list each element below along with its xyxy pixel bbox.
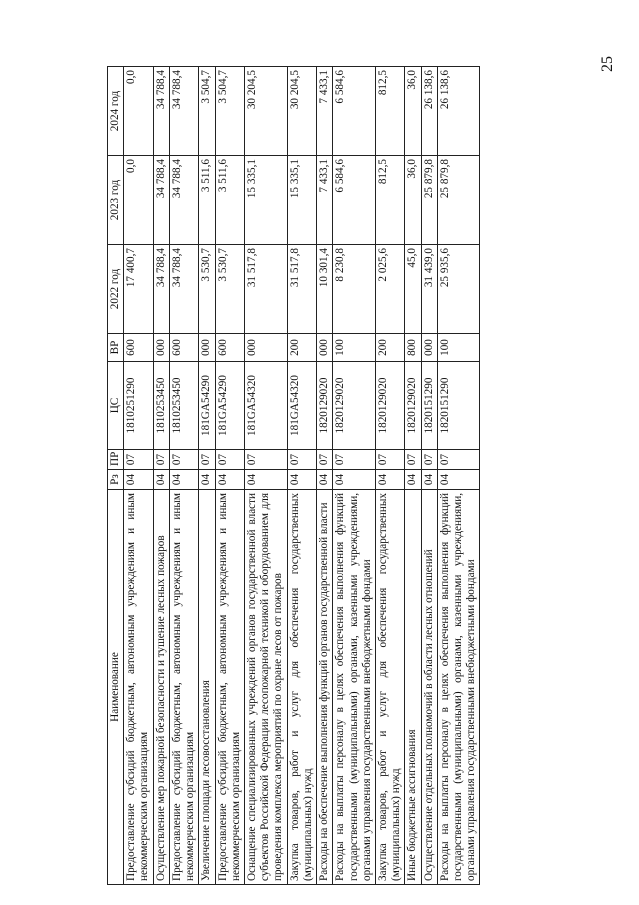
row-2022: 31 517,8 — [244, 245, 287, 334]
row-2023: 34 788,4 — [169, 156, 198, 245]
row-vr: 200 — [375, 334, 404, 362]
row-pr: 07 — [215, 450, 244, 470]
row-2024: 36,0 — [405, 67, 421, 156]
row-rz: 04 — [287, 470, 316, 490]
row-name: Закупка товаров, работ и услуг для обеспечения государственных (муниципальных) нужд — [375, 490, 404, 885]
table-body — [124, 67, 480, 885]
row-vr: 600 — [169, 334, 198, 362]
row-cs: 1810253450 — [153, 362, 169, 450]
row-cs: 1820129020 — [317, 362, 333, 450]
row-rz: 04 — [199, 470, 215, 490]
row-vr: 600 — [215, 334, 244, 362]
row-rz: 04 — [124, 470, 153, 490]
row-2023: 15 335,1 — [244, 156, 287, 245]
row-name: Закупка товаров, работ и услуг для обеспечения государственных (муниципальных) нужд — [287, 490, 316, 885]
table-row — [215, 67, 244, 885]
row-2023: 25 879,8 — [437, 156, 480, 245]
rotated-budget-table-container — [107, 67, 537, 885]
row-name: Расходы на обеспечение выполнения функций органов государственной власти — [317, 490, 333, 885]
row-2022: 25 935,6 — [437, 245, 480, 334]
row-vr: 100 — [437, 334, 480, 362]
row-cs: 1820151290 — [437, 362, 480, 450]
row-2022: 3 530,7 — [199, 245, 215, 334]
header-2023: 2023 год — [108, 156, 124, 245]
row-rz: 04 — [333, 470, 376, 490]
row-cs: 1810253450 — [169, 362, 198, 450]
row-rz: 04 — [153, 470, 169, 490]
row-2022: 45,0 — [405, 245, 421, 334]
row-2022: 31 517,8 — [287, 245, 316, 334]
table-row — [375, 67, 404, 885]
row-pr: 07 — [153, 450, 169, 470]
row-2022: 17 400,7 — [124, 245, 153, 334]
row-vr: 600 — [124, 334, 153, 362]
row-2024: 0,0 — [124, 67, 153, 156]
row-2022: 34 788,4 — [169, 245, 198, 334]
table-row — [124, 67, 153, 885]
row-pr: 07 — [287, 450, 316, 470]
row-2024: 812,5 — [375, 67, 404, 156]
row-2023: 34 788,4 — [153, 156, 169, 245]
row-rz: 04 — [405, 470, 421, 490]
row-vr: 000 — [153, 334, 169, 362]
row-2023: 0,0 — [124, 156, 153, 245]
row-2022: 10 301,4 — [317, 245, 333, 334]
row-2022: 8 230,8 — [333, 245, 376, 334]
row-cs: 181GA54290 — [215, 362, 244, 450]
row-name: Оснащение специализированных учреждений органов государственной власти субъектов Российской Федерации лесопожарной техникой и оборудованием для проведения комплекса мероприятий по охране лесов от пожаров — [244, 490, 287, 885]
table-header-row — [108, 67, 124, 885]
header-2024: 2024 год — [108, 67, 124, 156]
page-number: 25 — [599, 56, 616, 72]
row-cs: 181GA54320 — [244, 362, 287, 450]
header-rz: Рз — [108, 470, 124, 490]
table-row — [421, 67, 437, 885]
table-row — [317, 67, 333, 885]
header-cs: ЦС — [108, 362, 124, 450]
row-rz: 04 — [215, 470, 244, 490]
row-name: Предоставление субсидий бюджетным, автономным учреждениям и иным некоммерческим организациям — [124, 490, 153, 885]
row-2023: 3 511,6 — [215, 156, 244, 245]
row-2023: 6 584,6 — [333, 156, 376, 245]
header-vr: ВР — [108, 334, 124, 362]
row-2024: 3 504,7 — [199, 67, 215, 156]
table-row — [287, 67, 316, 885]
row-rz: 04 — [317, 470, 333, 490]
row-pr: 07 — [421, 450, 437, 470]
row-cs: 1810251290 — [124, 362, 153, 450]
row-2022: 31 439,0 — [421, 245, 437, 334]
row-2024: 26 138,6 — [437, 67, 480, 156]
row-rz: 04 — [169, 470, 198, 490]
table-row — [405, 67, 421, 885]
row-2024: 7 433,1 — [317, 67, 333, 156]
row-2024: 3 504,7 — [215, 67, 244, 156]
row-2024: 30 204,5 — [244, 67, 287, 156]
row-name: Расходы на выплаты персоналу в целях обеспечения выполнения функций государственными (муниципальными) органами, казенными учреждениями, органами управления государственными внебюджетными фондами — [437, 490, 480, 885]
row-cs: 1820129020 — [333, 362, 376, 450]
row-vr: 000 — [199, 334, 215, 362]
row-name: Увеличение площади лесовосстановления — [199, 490, 215, 885]
row-pr: 07 — [244, 450, 287, 470]
row-vr: 200 — [287, 334, 316, 362]
table-row — [153, 67, 169, 885]
row-2023: 812,5 — [375, 156, 404, 245]
row-2024: 30 204,5 — [287, 67, 316, 156]
row-cs: 181GA54320 — [287, 362, 316, 450]
row-vr: 100 — [333, 334, 376, 362]
row-pr: 07 — [437, 450, 480, 470]
row-name: Осуществление мер пожарной безопасности и тушение лесных пожаров — [153, 490, 169, 885]
row-name: Осуществление отдельных полномочий в области лесных отношений — [421, 490, 437, 885]
row-2023: 25 879,8 — [421, 156, 437, 245]
row-pr: 07 — [333, 450, 376, 470]
row-vr: 000 — [317, 334, 333, 362]
table-row — [169, 67, 198, 885]
row-pr: 07 — [199, 450, 215, 470]
row-rz: 04 — [244, 470, 287, 490]
row-2023: 7 433,1 — [317, 156, 333, 245]
row-cs: 1820151290 — [421, 362, 437, 450]
row-2024: 34 788,4 — [153, 67, 169, 156]
row-pr: 07 — [124, 450, 153, 470]
row-2023: 15 335,1 — [287, 156, 316, 245]
row-name: Предоставление субсидий бюджетным, автономным учреждениям и иным некоммерческим организациям — [169, 490, 198, 885]
row-2024: 6 584,6 — [333, 67, 376, 156]
table-row — [333, 67, 376, 885]
row-rz: 04 — [421, 470, 437, 490]
row-pr: 07 — [405, 450, 421, 470]
row-rz: 04 — [437, 470, 480, 490]
row-2023: 36,0 — [405, 156, 421, 245]
header-2022: 2022 год — [108, 245, 124, 334]
row-vr: 800 — [405, 334, 421, 362]
table-row — [199, 67, 215, 885]
row-pr: 07 — [317, 450, 333, 470]
row-cs: 1820129020 — [375, 362, 404, 450]
header-name: Наименование — [108, 490, 124, 885]
row-2024: 26 138,6 — [421, 67, 437, 156]
row-cs: 1820129020 — [405, 362, 421, 450]
row-name: Предоставление субсидий бюджетным, автономным учреждениям и иным некоммерческим организациям — [215, 490, 244, 885]
row-name: Иные бюджетные ассигнования — [405, 490, 421, 885]
row-pr: 07 — [375, 450, 404, 470]
row-vr: 000 — [244, 334, 287, 362]
row-pr: 07 — [169, 450, 198, 470]
row-rz: 04 — [375, 470, 404, 490]
row-cs: 181GA54290 — [199, 362, 215, 450]
row-2022: 3 530,7 — [215, 245, 244, 334]
table-row — [437, 67, 480, 885]
row-name: Расходы на выплаты персоналу в целях обеспечения выполнения функций государственными (муниципальными) органами, казенными учреждениями, органами управления государственными внебюджетными фондами — [333, 490, 376, 885]
row-2023: 3 511,6 — [199, 156, 215, 245]
row-2024: 34 788,4 — [169, 67, 198, 156]
row-vr: 000 — [421, 334, 437, 362]
budget-table — [107, 66, 480, 885]
header-pr: ПР — [108, 450, 124, 470]
table-row — [244, 67, 287, 885]
row-2022: 2 025,6 — [375, 245, 404, 334]
row-2022: 34 788,4 — [153, 245, 169, 334]
